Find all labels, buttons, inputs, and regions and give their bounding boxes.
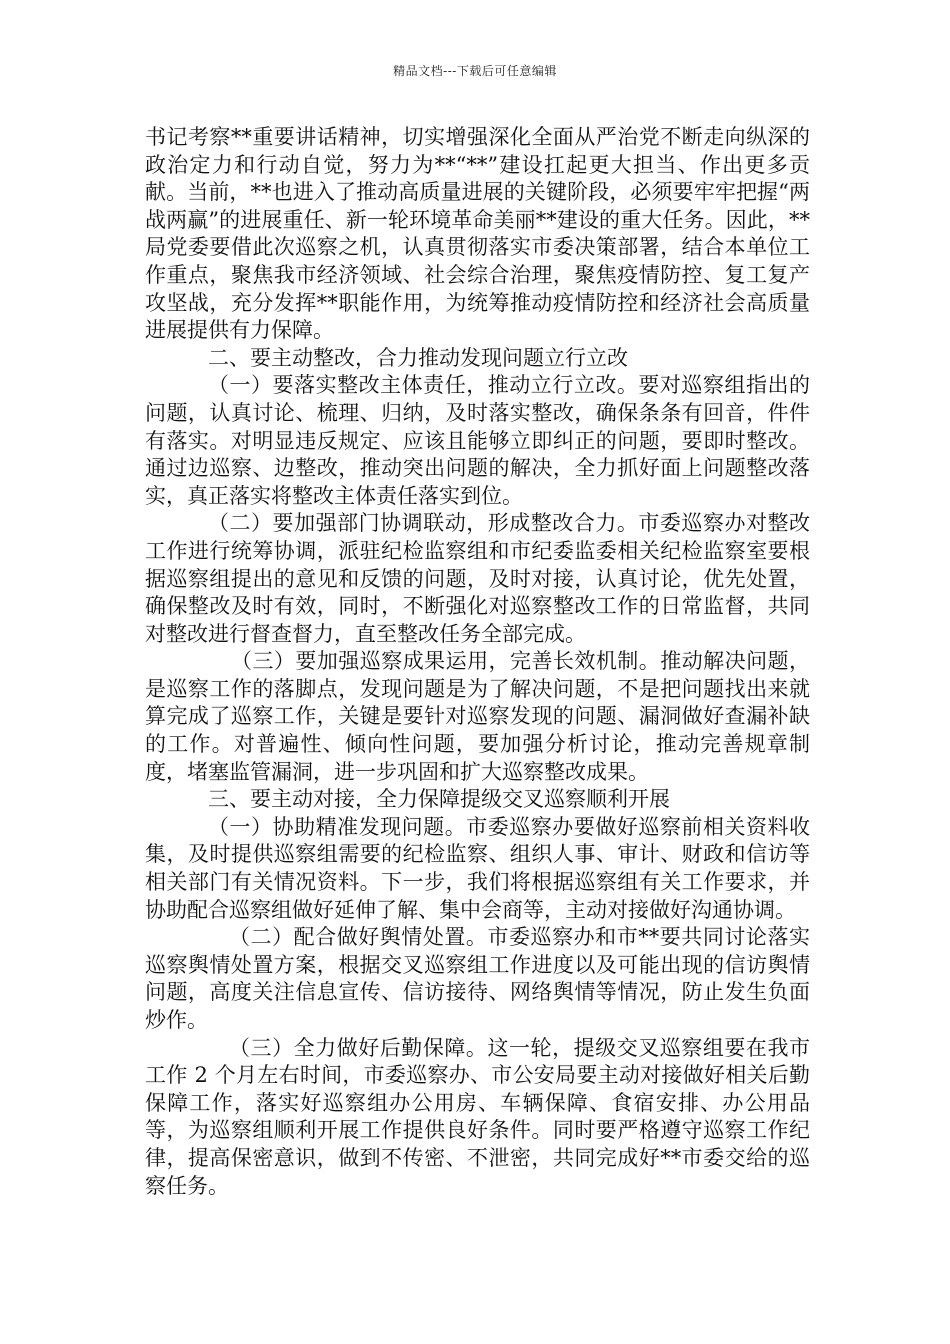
page-header: 精品文档---下载后可任意编辑	[393, 64, 557, 78]
section-heading-3: 三、要主动对接，全力保障提级交叉巡察顺利开展	[208, 787, 670, 812]
paragraph-2-2: （二）要加强部门协调联动，形成整改合力。市委巡察办对整改工作进行统筹协调，派驻纪检监察组和市纪委监委相关纪检监察室要根据巡察组提出的意见和反馈的问题，及时对接，认真讨论，优先处置，确保整改及时有效，同时，不断强化对巡察整改工作的日常监督，共同对整改进行督查督力，直至整改任务全部完成。	[145, 511, 810, 646]
paragraph-3-1: （一）协助精准发现问题。市委巡察办要做好巡察前相关资料收集，及时提供巡察组需要的纪检监察、组织人事、审计、财政和信访等相关部门有关情况资料。下一步，我们将根据巡察组有关工作要求，并协助配合巡察组做好延伸了解、集中会商等，主动对接做好沟通协调。	[145, 814, 810, 922]
paragraph-3-2: （二）配合做好舆情处置。市委巡察办和市**要共同讨论落实巡察舆情处置方案，根据交叉巡察组工作进度以及可能出现的信访舆情问题，高度关注信息宣传、信访接待、网络舆情等情况，防止发生负面炒作。	[145, 925, 810, 1032]
section-heading-2: 二、要主动整改，合力推动发现问题立行立改	[208, 345, 628, 370]
paragraph-2-1: （一）要落实整改主体责任，推动立行立改。要对巡察组指出的问题，认真讨论、梳理、归纳，及时落实整改，确保条条有回音，件件有落实。对明显违反规定、应该且能够立即纠正的问题，要即时整改。通过边巡察、边整改，推动突出问题的解决，全力抓好面上问题整改落实，真正落实将整改主体责任落实到位。	[145, 373, 810, 508]
paragraph-2-3: （三）要加强巡察成果运用，完善长效机制。推动解决问题，是巡察工作的落脚点，发现问题是为了解决问题，不是把问题找出来就算完成了巡察工作，关键是要针对巡察发现的问题、漏洞做好查漏补缺的工作。对普遍性、倾向性问题，要加强分析讨论，推动完善规章制度，堵塞监管漏洞，进一步巩固和扩大巡察整改成果。	[145, 649, 810, 784]
document-body	[145, 124, 810, 1200]
paragraph-intro-continuation: 书记考察**重要讲话精神，切实增强深化全面从严治党不断走向纵深的政治定力和行动自觉，努力为**“**”建设扛起更大担当、作出更多贡献。当前，**也进入了推动高质量进展的关键阶段，必须要牢牢把握“两战两赢”的进展重任、新一轮环境革命美丽**建设的重大任务。因此，**局党委要借此次巡察之机，认真贯彻落实市委决策部署，结合本单位工作重点，聚焦我市经济领域、社会综合治理，聚焦疫情防控、复工复产攻坚战，充分发挥**职能作用，为统筹推动疫情防控和经济社会高质量进展提供有力保障。	[145, 125, 810, 343]
paragraph-3-3: （三）全力做好后勤保障。这一轮，提级交叉巡察组要在我市工作 2 个月左右时间，市委巡察办、市公安局要主动对接做好相关后勤保障工作，落实好巡察组办公用房、车辆保障、食宿安排、办公用品等，为巡察组顺利开展工作提供良好条件。同时要严格遵守巡察工作纪律，提高保密意识，做到不传密、不泄密，共同完成好**市委交给的巡察任务。	[145, 1035, 810, 1198]
